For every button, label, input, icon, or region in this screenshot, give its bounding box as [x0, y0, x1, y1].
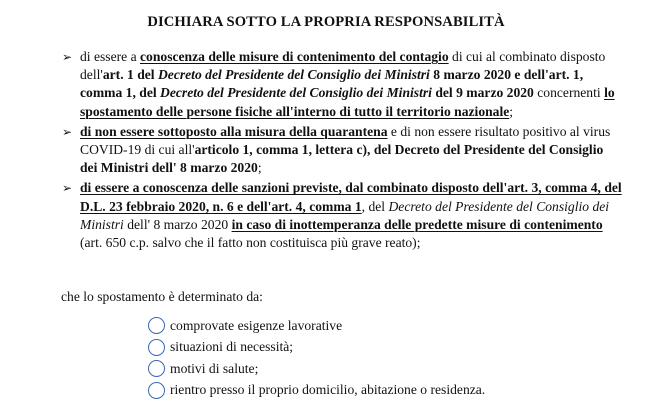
item-text: di essere a: [80, 49, 141, 64]
item-text: 8 marzo 2020: [429, 67, 512, 83]
radio-button[interactable]: [148, 360, 165, 377]
item-text: ;: [509, 103, 514, 119]
option-label: motivi di salute;: [170, 360, 259, 376]
arrow-bullet-icon: ➢: [62, 181, 73, 196]
item-text: Decreto del Presidente del Consiglio dei Ministri: [80, 198, 610, 232]
item-text: Decreto del Presidente del Consiglio dei Ministri: [157, 67, 430, 83]
option-label: situazioni di necessità;: [170, 339, 294, 355]
item-text: dell' 8 marzo 2020: [123, 216, 232, 232]
item-text: di non essere sottoposto alla misura della quarantena: [80, 123, 388, 139]
item-text: , del: [361, 198, 389, 214]
declaration-item-1: [62, 48, 622, 121]
item-text: di cui al combinato disposto dell': [80, 49, 606, 83]
reason-options: [148, 315, 485, 401]
option-label: rientro presso il proprio domicilio, abitazione o residenza.: [170, 382, 486, 398]
option-work[interactable]: [148, 315, 485, 337]
item-text: ;: [257, 160, 262, 176]
item-text: conoscenza delle misure di contenimento del contagio: [140, 49, 449, 64]
page-title: DICHIARA SOTTO LA PROPRIA RESPONSABILITÀ: [147, 14, 505, 30]
declaration-item-2: [62, 123, 622, 178]
radio-button[interactable]: [148, 382, 165, 399]
item-text: e di non essere risultato positivo al virus COVID-19 di cui all': [80, 123, 611, 158]
option-necessity[interactable]: [148, 337, 485, 359]
radio-button[interactable]: [148, 339, 165, 356]
option-label: comprovate esigenze lavorative: [170, 317, 343, 333]
item-text: art. 1 del: [102, 67, 158, 83]
arrow-bullet-icon: ➢: [62, 124, 73, 139]
item-text: concernenti: [533, 85, 605, 101]
item-text: Decreto del Presidente del Consiglio dei Ministri: [160, 85, 432, 101]
item-text: lo spostamento delle persone fisiche all'interno di tutto il territorio nazionale: [80, 85, 615, 119]
declaration-item-3: [62, 179, 622, 252]
item-text: e dell'art. 1, comma 1, del: [80, 67, 584, 101]
item-text: del 9 marzo 2020: [431, 85, 534, 101]
item-text: di essere a conoscenza delle sanzioni previste, dal combinato disposto dell'art. 3, comma 4, del D.L. 23 febbraio 2020, n. 6 e dell'art. 4, comma 1: [80, 180, 622, 214]
declaration-items: [62, 48, 622, 252]
option-return-home[interactable]: [148, 380, 485, 402]
item-text: articolo 1, comma 1, lettera c), del Decreto del Presidente del Consiglio dei Ministri dell' 8 marzo 2020: [80, 142, 604, 176]
arrow-bullet-icon: ➢: [62, 50, 73, 64]
option-health[interactable]: [148, 358, 485, 380]
reason-label: che lo spostamento è determinato da:: [61, 289, 263, 304]
item-text: (art. 650 c.p. salvo che il fatto non costituisca più grave reato);: [80, 235, 421, 251]
item-text: in caso di inottemperanza delle predette misure di contenimento: [231, 216, 603, 232]
radio-button[interactable]: [148, 317, 165, 334]
